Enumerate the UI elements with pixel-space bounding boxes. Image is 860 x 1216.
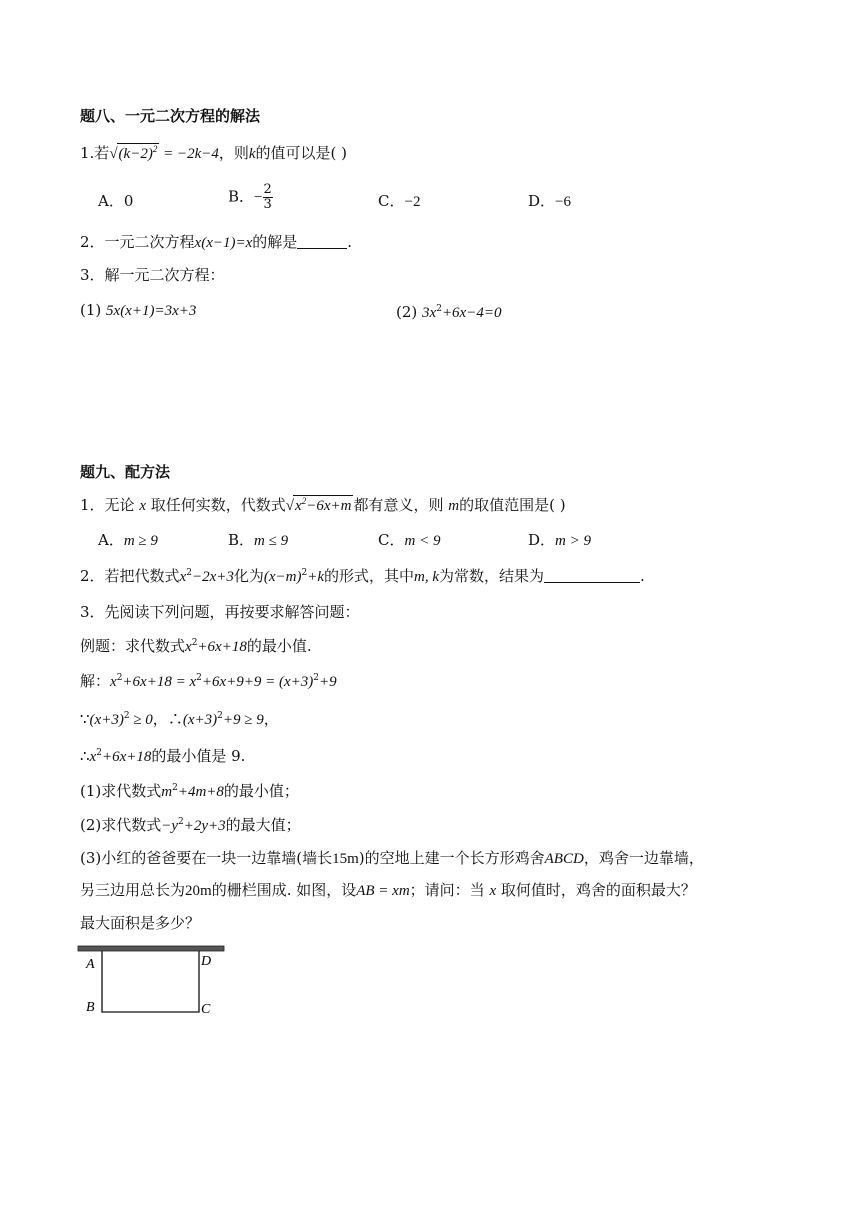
s8-q1-radicand: $(k-2)^2$ [118,144,158,162]
s8-q3-part2: (2) $3x^2+6x-4=0$ [396,303,502,321]
fence [102,951,199,1012]
s9-q3-part3-line2: 另三边用总长为20m的栅栏围成. 如图，设AB = xm；请问：当 x 取何值时，鸡舍的面积最大？ [80,881,696,899]
s9-q1-option-a: A．m ≥ 9 [98,531,158,549]
s9-q1-option-b: B．m ≤ 9 [228,531,289,549]
s9-q3-part3-line1: (3)小红的爸爸要在一块一边靠墙(墙长15m)的空地上建一个长方形鸡舍ABCD，鸡舍一边靠墙， [80,849,704,867]
s9-q3-because-line: $\because(x+3)^2 \ge 0$，$\therefore(x+3)^2+9 \ge 9$， [80,710,279,728]
s8-q2-answer-blank [297,233,347,249]
s9-q3-conclusion: $\therefore x^2+6x+18$的最小值是 9. [80,747,246,765]
section-8-title: 题八、一元二次方程的解法 [80,107,261,125]
s9-q3-solution: 解：$x^2+6x+18 = x^2+6x+9+9 = (x+3)^2+9$ [80,672,337,690]
s9-q1-option-d: D．m > 9 [528,531,591,549]
label-c: C [201,1002,211,1017]
wall [78,946,224,951]
s9-q3-example: 例题：求代数式$x^2+6x+18$的最小值. [80,637,312,655]
label-a: A [86,957,95,972]
s8-q1-option-d: D．−6 [528,192,571,210]
s8-q3: 3．解一元二次方程： [80,266,225,284]
s9-q1-option-c: C．m < 9 [378,531,441,549]
s9-q3-part2: (2)求代数式$-y^2+2y+3$的最大值； [80,816,301,834]
s9-q3-part1: (1)求代数式$m^2+4m+8$的最小值； [80,782,299,800]
s8-q1-option-c: C．−2 [378,192,421,210]
s9-q3-intro: 3．先阅读下列问题，再按要求解答问题： [80,603,360,621]
s9-q2: 2．若把代数式$x^2-2x+3$化为$(x-m)^2+k$的形式，其中m, k为常数，结果为 . [80,567,645,585]
s8-q3-part1: (1) 5x(x+1)=3x+3 [80,301,197,319]
s8-q2: 2．一元二次方程x(x−1)=x的解是 . [80,233,353,251]
s8-q1-option-b: B．− $\frac{2}{3}$ [228,182,272,212]
s8-q1-option-a: A．0 [98,192,134,210]
s9-q2-answer-blank [544,567,640,583]
s9-q3-part3-line3: 最大面积是多少？ [80,914,201,932]
label-d: D [201,954,212,969]
s9-q1: 1．无论 x 取任何实数，代数式$√x^2-6x+m$ 都有意义，则 m的取值范围是( ) [80,496,566,514]
s8-q1: 1.若$√(k-2)^2 = -2k-4$，则k的值可以是( ) [80,144,348,162]
coop-diagram [76,944,230,1020]
section-9-title: 题九、配方法 [80,463,171,481]
label-b: B [86,1000,95,1015]
